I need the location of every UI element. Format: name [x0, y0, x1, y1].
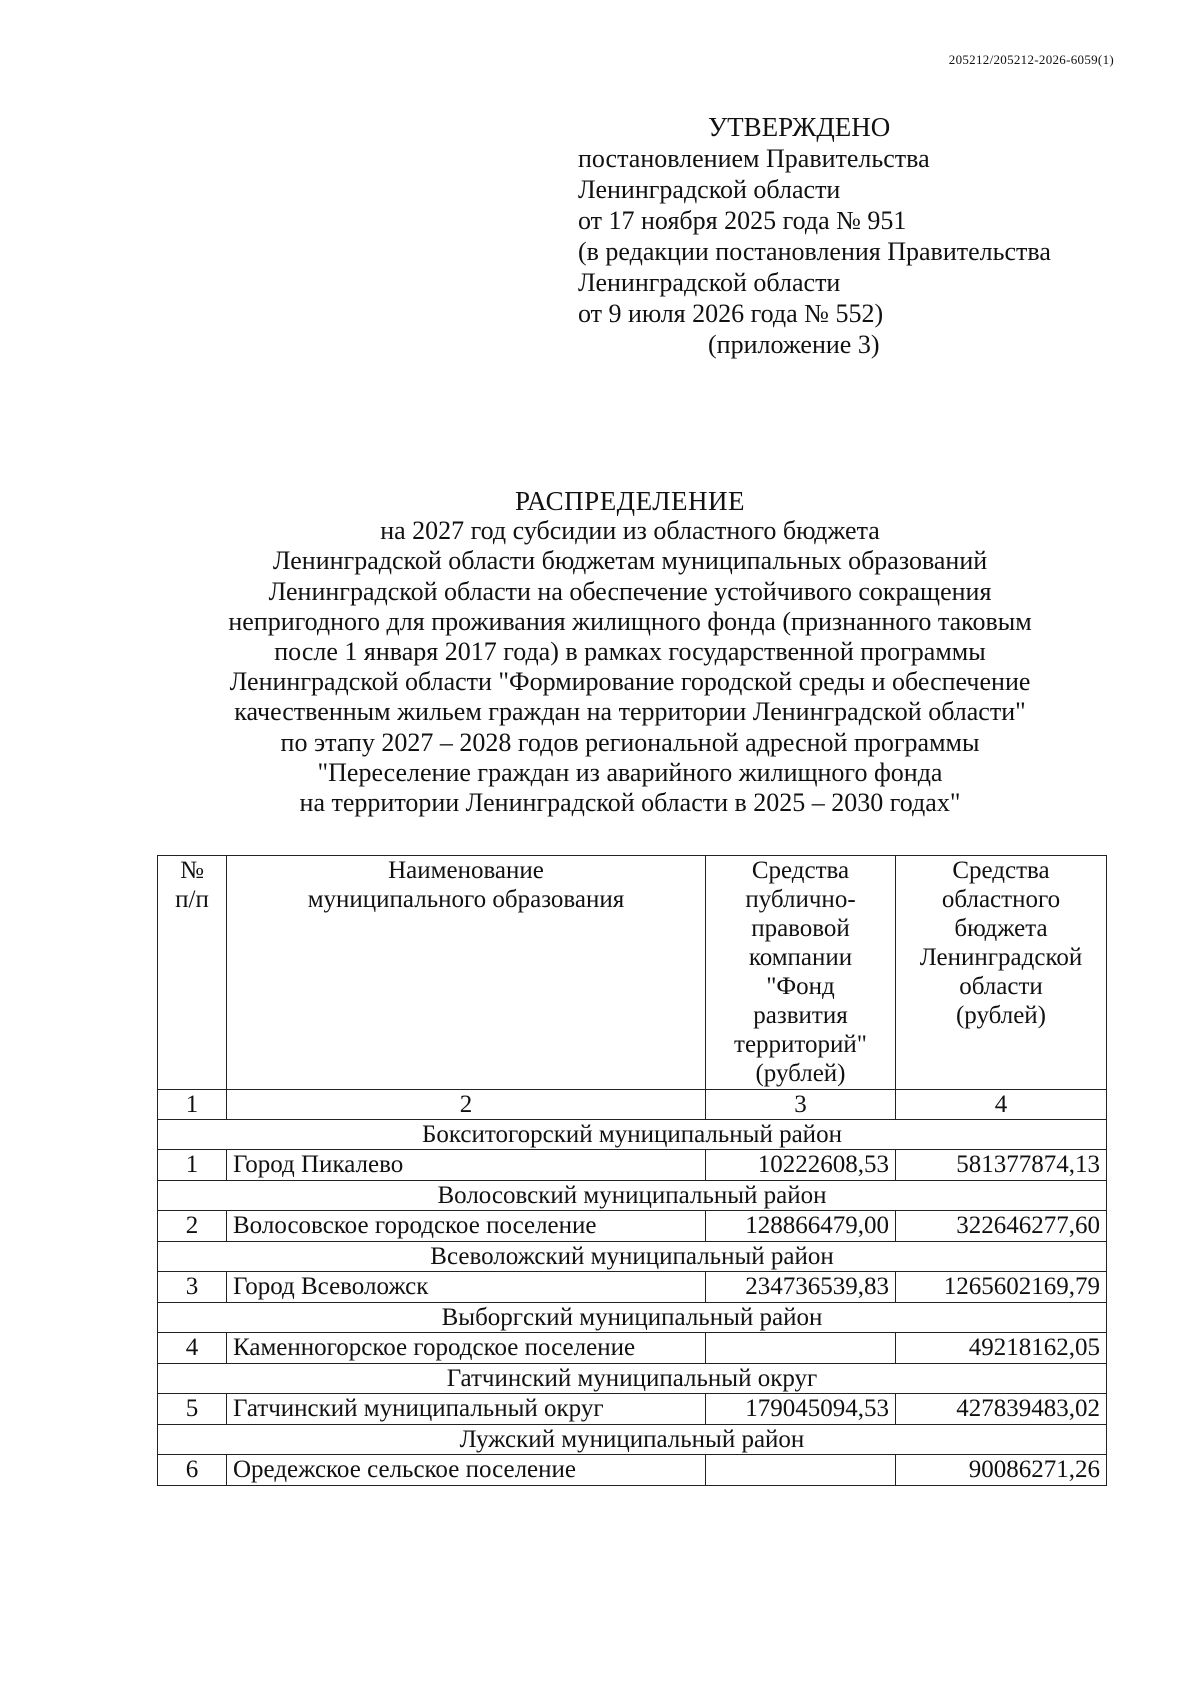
approval-appendix: (приложение 3) [708, 330, 880, 359]
title-line: Ленинградской области "Формирование городской среды и обеспечение [229, 667, 1031, 697]
cell-fund: 128866479,00 [706, 1211, 896, 1242]
group-title: Выборгский муниципальный район [158, 1303, 1107, 1333]
approval-line: (в редакции постановления Правительства [578, 237, 1051, 266]
group-row [158, 1120, 1107, 1150]
group-title: Лужский муниципальный район [158, 1425, 1107, 1455]
column-number: 2 [227, 1090, 706, 1120]
document-number: 205212/205212-2026-6059(1) [948, 52, 1114, 67]
group-title: Бокситогорский муниципальный район [158, 1120, 1107, 1150]
cell-name: Волосовское городское поселение [227, 1211, 706, 1242]
cell-name: Оредежское сельское поселение [227, 1455, 706, 1486]
approval-line: от 9 июля 2026 года № 552) [578, 299, 884, 328]
title-line: "Переселение граждан из аварийного жилищного фонда [317, 757, 943, 787]
document-title [130, 486, 1130, 818]
cell-num: 4 [158, 1333, 227, 1364]
table-row [158, 1455, 1107, 1486]
column-number: 3 [706, 1090, 896, 1120]
cell-num: 6 [158, 1455, 227, 1486]
cell-region: 49218162,05 [896, 1333, 1107, 1364]
title-line: на территории Ленинградской области в 2025 – 2030 годах" [299, 788, 961, 818]
cell-fund: 179045094,53 [706, 1394, 896, 1425]
group-title: Волосовский муниципальный район [158, 1181, 1107, 1211]
header-name: Наименование муниципального образования [227, 856, 706, 1090]
table-row [158, 1333, 1107, 1364]
title-line: непригодного для проживания жилищного фонда (признанного таковым [228, 606, 1032, 636]
table-row [158, 1211, 1107, 1242]
group-row [158, 1364, 1107, 1394]
group-title: Всеволожский муниципальный район [158, 1242, 1107, 1272]
cell-num: 2 [158, 1211, 227, 1242]
title-line: качественным жильем граждан на территории Ленинградской области" [234, 697, 1026, 727]
table-header-row [158, 856, 1107, 1090]
column-number: 4 [896, 1090, 1107, 1120]
group-row [158, 1242, 1107, 1272]
group-row [158, 1425, 1107, 1455]
group-title: Гатчинский муниципальный округ [158, 1364, 1107, 1394]
title-heading: РАСПРЕДЕЛЕНИЕ [514, 486, 746, 516]
approval-line: постановлением Правительства [578, 144, 930, 173]
group-row [158, 1303, 1107, 1333]
cell-num: 1 [158, 1150, 227, 1181]
header-region: Средства областного бюджета Ленинградской области (рублей) [896, 856, 1107, 1090]
cell-name: Гатчинский муниципальный округ [227, 1394, 706, 1425]
approval-stamp [578, 112, 1051, 360]
cell-region: 581377874,13 [896, 1150, 1107, 1181]
title-line: по этапу 2027 – 2028 годов региональной адресной программы [280, 727, 980, 757]
approval-line: от 17 ноября 2025 года № 951 [578, 206, 907, 235]
table-row [158, 1150, 1107, 1181]
approval-line: Ленинградской области [578, 268, 841, 297]
cell-num: 5 [158, 1394, 227, 1425]
cell-num: 3 [158, 1272, 227, 1303]
cell-fund [706, 1455, 896, 1486]
cell-fund: 234736539,83 [706, 1272, 896, 1303]
cell-name: Город Пикалево [227, 1150, 706, 1181]
group-row [158, 1181, 1107, 1211]
approval-line: Ленинградской области [578, 175, 841, 204]
title-line: на 2027 год субсидии из областного бюджета [380, 516, 880, 546]
header-num: № п/п [158, 856, 227, 1090]
table-row [158, 1272, 1107, 1303]
title-line: Ленинградской области бюджетам муниципальных образований [272, 546, 988, 576]
title-line: Ленинградской области на обеспечение устойчивого сокращения [268, 576, 992, 606]
cell-fund [706, 1333, 896, 1364]
cell-region: 1265602169,79 [896, 1272, 1107, 1303]
cell-region: 322646277,60 [896, 1211, 1107, 1242]
header-fund: Средства публично- правовой компании "Фонд развития территорий" (рублей) [706, 856, 896, 1090]
approval-heading: УТВЕРЖДЕНО [708, 112, 891, 142]
column-number: 1 [158, 1090, 227, 1120]
title-line: после 1 января 2017 года) в рамках государственной программы [274, 637, 986, 667]
cell-region: 90086271,26 [896, 1455, 1107, 1486]
cell-name: Каменногорское городское поселение [227, 1333, 706, 1364]
cell-fund: 10222608,53 [706, 1150, 896, 1181]
column-number-row [158, 1090, 1107, 1120]
distribution-table [157, 855, 1107, 1486]
table-row [158, 1394, 1107, 1425]
cell-name: Город Всеволожск [227, 1272, 706, 1303]
cell-region: 427839483,02 [896, 1394, 1107, 1425]
